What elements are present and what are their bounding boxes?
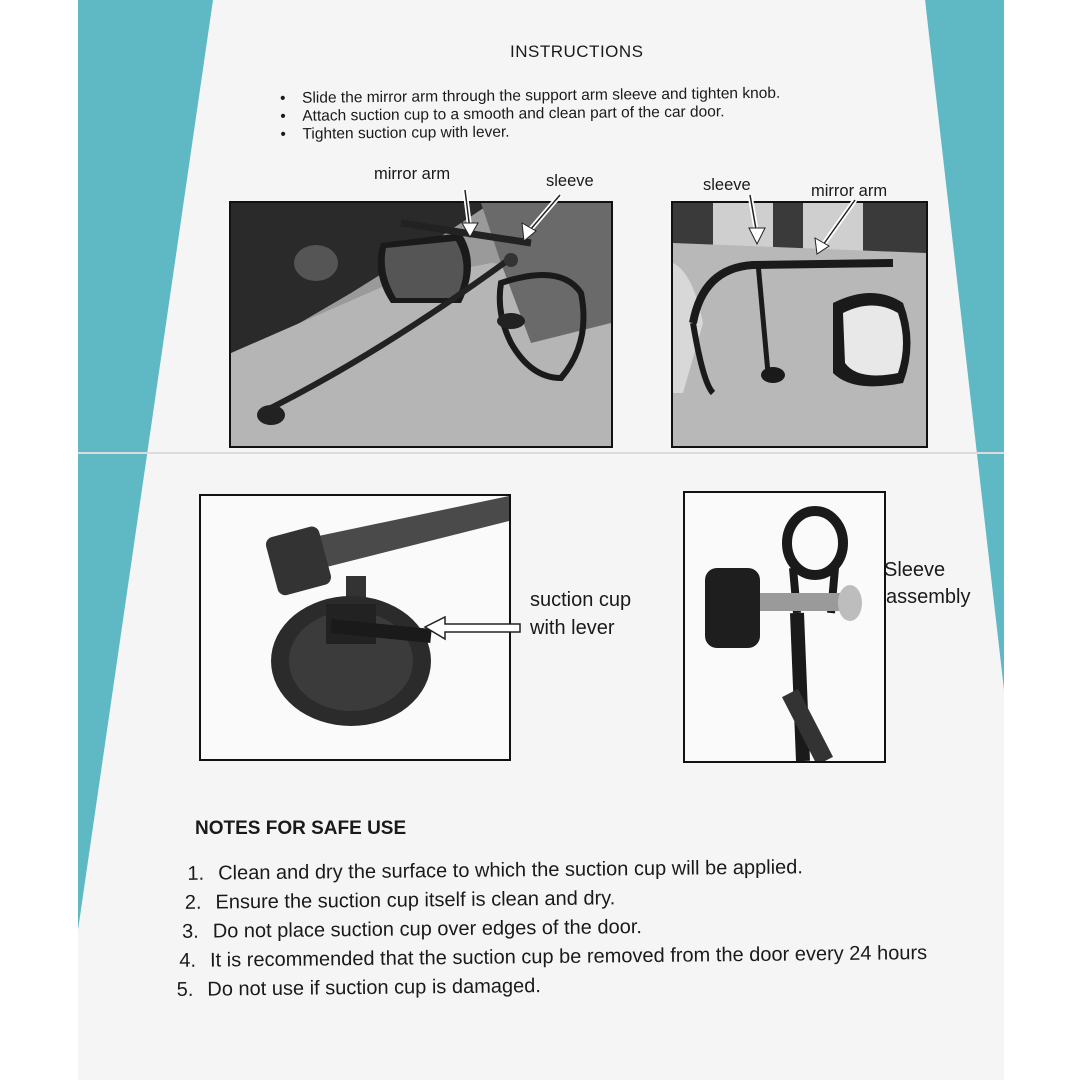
label-sleeve-assembly-line1: Sleeve bbox=[884, 559, 946, 581]
label-mirror-arm-right: mirror arm bbox=[811, 182, 888, 200]
note-text: Clean and dry the surface to which the suction cup will be applied. bbox=[218, 856, 804, 885]
bullet-item: • Attach suction cup to a smooth and clean part of the car door. bbox=[280, 102, 900, 126]
pointer-arrows-right bbox=[735, 190, 865, 260]
label-sleeve-assembly-line2: assembly bbox=[886, 586, 971, 608]
note-number: 5. bbox=[176, 978, 194, 1001]
page-title: INSTRUCTIONS bbox=[510, 42, 644, 61]
sleeve-assembly-illustration bbox=[685, 493, 884, 761]
photo-sleeve-assembly bbox=[683, 491, 886, 763]
label-suction-cup-line2: with lever bbox=[530, 617, 615, 639]
bullet-item: • Tighten suction cup with lever. bbox=[280, 120, 900, 144]
label-sleeve-left: sleeve bbox=[546, 172, 594, 190]
bullet-item: • Slide the mirror arm through the support arm sleeve and tighten knob. bbox=[280, 84, 900, 108]
pointer-arrow-suction bbox=[420, 615, 530, 645]
note-number: 4. bbox=[179, 949, 197, 972]
pointer-arrows-left bbox=[440, 185, 570, 255]
note-text: Do not place suction cup over edges of the door. bbox=[212, 916, 643, 943]
note-number: 2. bbox=[184, 891, 202, 914]
note-number: 1. bbox=[187, 862, 205, 885]
note-text: Ensure the suction cup itself is clean and dry. bbox=[215, 887, 616, 914]
note-number: 3. bbox=[181, 920, 199, 943]
note-text: It is recommended that the suction cup be removed from the door every 24 hours bbox=[209, 942, 928, 972]
paper-fold-line bbox=[78, 452, 1004, 454]
notes-heading: NOTES FOR SAFE USE bbox=[195, 818, 407, 839]
image-border-right bbox=[1004, 0, 1080, 1080]
instruction-bullets bbox=[280, 84, 901, 144]
note-text: Do not use if suction cup is damaged. bbox=[207, 975, 541, 1001]
safety-notes-list bbox=[170, 852, 928, 1005]
image-border-left bbox=[0, 0, 78, 1080]
label-sleeve-right: sleeve bbox=[703, 176, 751, 194]
label-suction-cup-line1: suction cup bbox=[530, 589, 632, 611]
label-mirror-arm-left: mirror arm bbox=[374, 165, 451, 183]
